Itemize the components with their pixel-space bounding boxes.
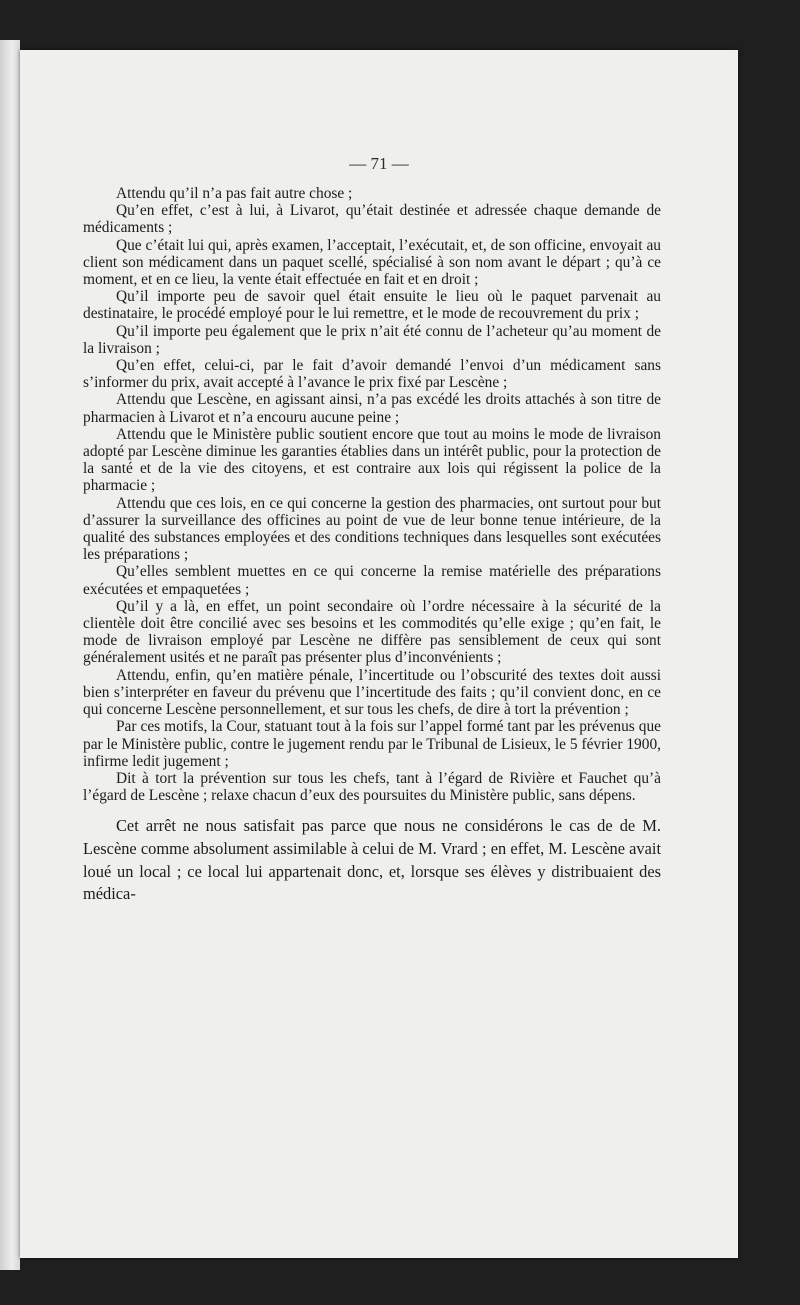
judgment-paragraph: Qu’il importe peu également que le prix n’ait été connu de l’acheteur qu’au moment de la livraison ; [83,322,661,357]
judgment-paragraph: Qu’elles semblent muettes en ce qui concerne la remise matérielle des préparations exécutées et empaquetées ; [83,563,661,598]
judgment-paragraph: Qu’en effet, c’est à lui, à Livarot, qu’était destinée et adressée chaque demande de médicaments ; [83,202,661,237]
page-number: — 71 — [349,154,409,173]
judgment-paragraph: Attendu que le Ministère public soutient encore que tout au moins le mode de livraison adopté par Lescène diminue les garanties établies dans un intérêt public, pour la protection de la santé et de la vie des citoyens, et est contraire aux lois qui régissent la police de la pharmacie ; [83,425,661,495]
judgment-paragraph: Qu’il y a là, en effet, un point secondaire où l’ordre nécessaire à la sécurité de la clientèle doit être concilié avec ses besoins et les commodités qu’elle exige ; qu’en fait, le mode de livraison employé par Lescène ne diffère pas sensiblement de ceux qui sont généralement usités et ne paraît pas présenter plus d’inconvénients ; [83,597,661,667]
judgment-paragraph: Attendu, enfin, qu’en matière pénale, l’incertitude ou l’obscurité des textes doit aussi bien s’interpréter en faveur du prévenu que l’incertitude des faits ; qu’il convient donc, en ce qui concerne Lescène personnellement, et sur tous les chefs, de dire à tort la prévention ; [83,666,661,719]
author-commentary: Cet arrêt ne nous satisfait pas parce que nous ne considérons le cas de de M. Lescène comme absolument assimilable à celui de M. Vrard ; en effet, M. Lescène avait loué un local ; ce local lui appartenait donc, et, lorsque ses élèves y distribuaient des médica- [83,816,661,904]
judgment-paragraph: Attendu que Lescène, en agissant ainsi, n’a pas excédé les droits attachés à son titre de pharmacien à Livarot et n’a encouru aucune peine ; [83,391,661,426]
judgment-paragraph: Par ces motifs, la Cour, statuant tout à la fois sur l’appel formé tant par les prévenus que par le Ministère public, contre le jugement rendu par le Tribunal de Lisieux, le 5 février 1900, infirme ledit jugement ; [83,718,661,770]
judgment-paragraph: Que c’était lui qui, après examen, l’acceptait, l’exécutait, et, de son officine, envoyait au client son médicament dans un paquet scellé, spécialisé à son nom avant le départ ; qu’à ce moment, et en ce lieu, la vente était effectuée en fait et en droit ; [83,236,661,289]
book-page [20,50,738,1258]
page-body [83,185,661,922]
judgment-paragraph: Attendu qu’il n’a pas fait autre chose ; [116,185,353,202]
left-page-edge [0,40,20,1270]
judgment-paragraph: Qu’en effet, celui-ci, par le fait d’avoir demandé l’envoi d’un médicament sans s’informer du prix, avait accepté à l’avance le prix fixé par Lescène ; [83,357,661,392]
judgment-paragraph: Qu’il importe peu de savoir quel était ensuite le lieu où le paquet parvenait au destinataire, le procédé employé pour le lui remettre, et le mode de recouvrement du prix ; [83,288,661,323]
judgment-paragraph: Dit à tort la prévention sur tous les chefs, tant à l’égard de Rivière et Fauchet qu’à l’égard de Lescène ; relaxe chacun d’eux des poursuites du Ministère public, sans dépens. [83,769,661,805]
judgment-paragraph: Attendu que ces lois, en ce qui concerne la gestion des pharmacies, ont surtout pour but d’assurer la surveillance des officines au point de vue de leur bonne tenue intérieure, de la qualité des substances employées et des conditions techniques dans lesquelles sont exécutées les préparations ; [83,494,661,564]
